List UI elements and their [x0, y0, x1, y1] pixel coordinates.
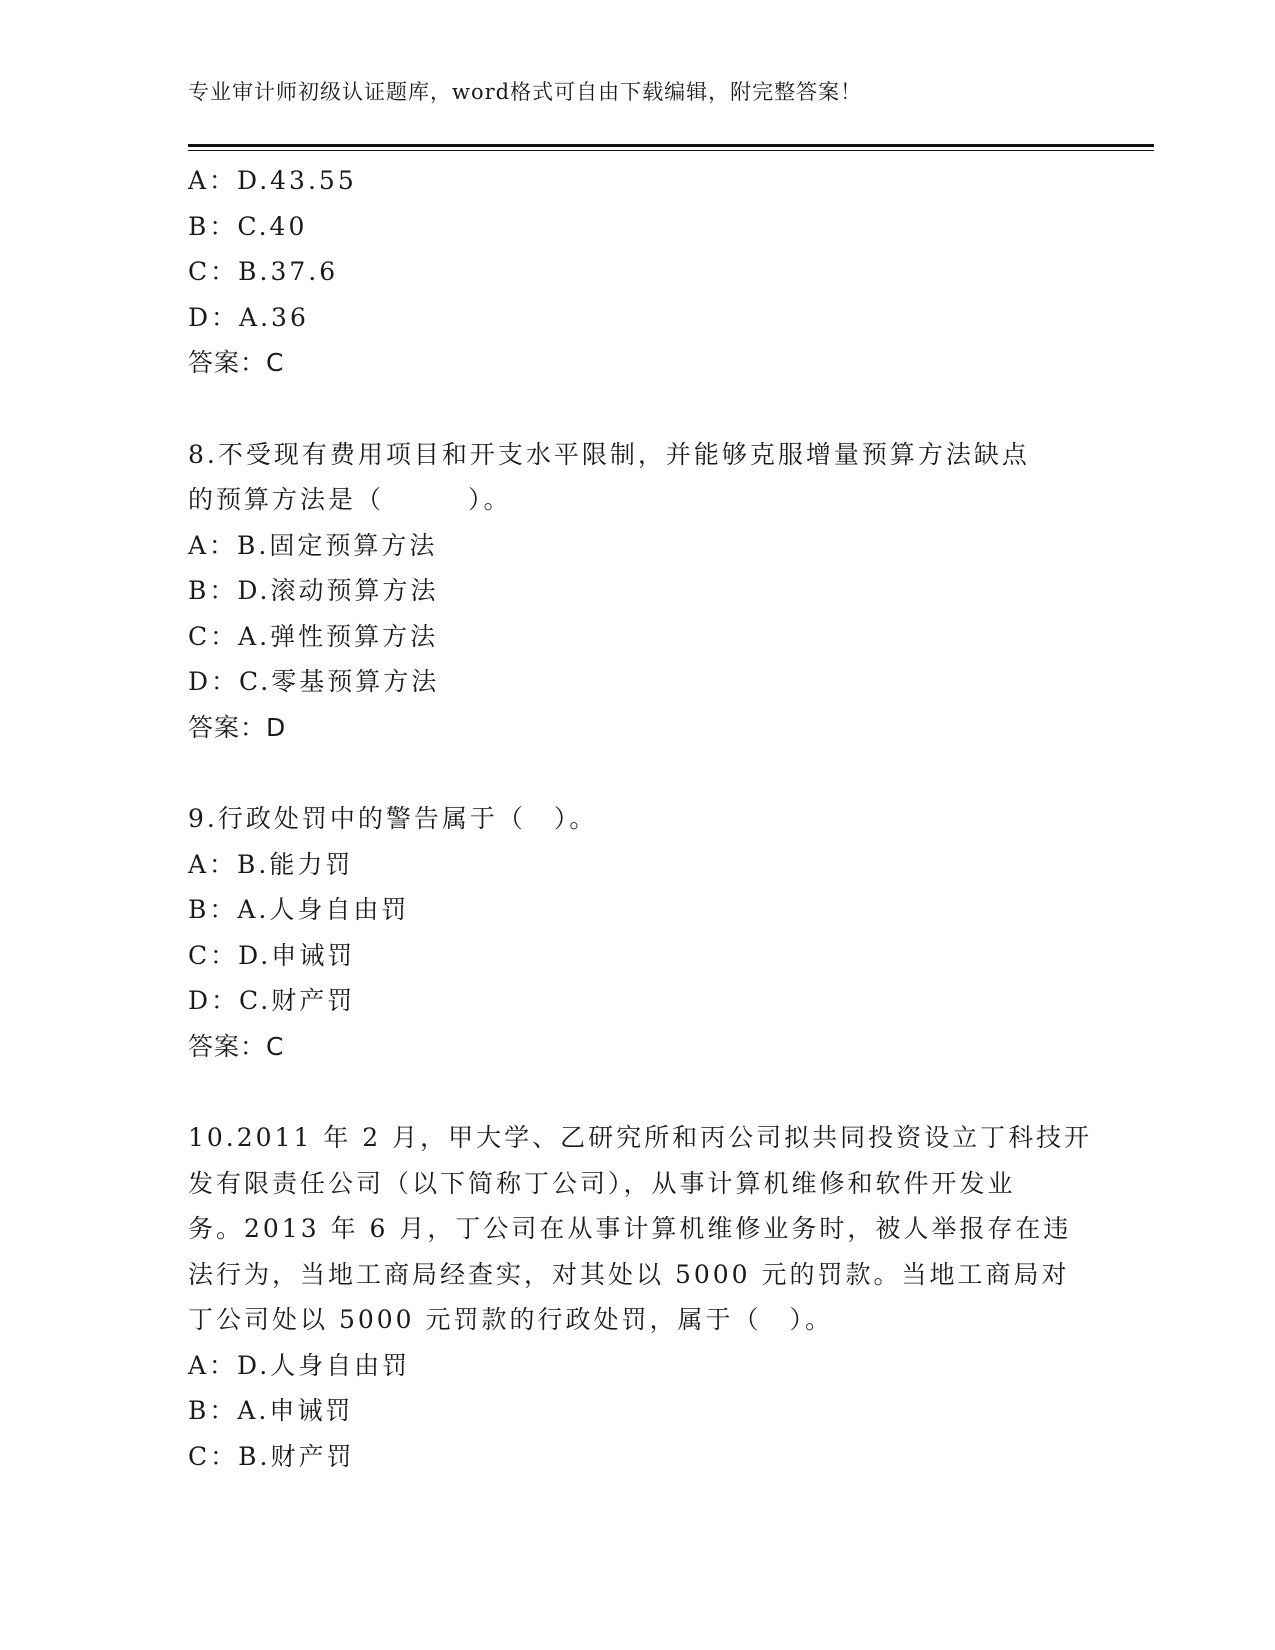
- question-10: [188, 1115, 1093, 1479]
- option-c: C：A.弹性预算方法: [188, 621, 439, 651]
- spacer: [188, 750, 1088, 796]
- option-a: A：B.固定预算方法: [188, 530, 438, 560]
- spacer: [188, 1069, 1088, 1115]
- option-d: D：C.财产罚: [188, 986, 356, 1015]
- option-c: C：D.申诫罚: [188, 940, 356, 970]
- option-b: B：D.滚动预算方法: [188, 576, 439, 605]
- question-text-line-2: 发有限责任公司（以下简称丁公司），从事计算机维修和软件开发业: [188, 1168, 1016, 1198]
- question-8: [188, 432, 1088, 751]
- option-c: C：B.财产罚: [188, 1441, 355, 1471]
- answer-line: 答案：D: [188, 712, 287, 742]
- page-header: 专业审计师初级认证题库，word格式可自由下载编辑，附完整答案！: [188, 80, 863, 104]
- question-text-line-4: 法行为，当地工商局经查实，对其处以 5000 元的罚款。当地工商局对: [188, 1259, 1070, 1289]
- question-text-line-5: 丁公司处以 5000 元罚款的行政处罚，属于（ ）。: [188, 1305, 834, 1334]
- option-a: A：D.人身自由罚: [188, 1350, 411, 1380]
- option-c: C：B.37.6: [188, 257, 339, 286]
- question-text-line-1: 10.2011 年 2 月，甲大学、乙研究所和丙公司拟共同投资设立丁科技开: [188, 1123, 1093, 1152]
- spacer: [188, 386, 1088, 432]
- question-text-line-3: 务。2013 年 6 月，丁公司在从事计算机维修业务时，被人举报存在违: [188, 1214, 1072, 1243]
- question-text-line-1: 8.不受现有费用项目和开支水平限制，并能够克服增量预算方法缺点: [188, 439, 1030, 469]
- answer-line: 答案：C: [188, 1031, 285, 1061]
- question-7: [188, 158, 1088, 386]
- option-b: B：A.申诫罚: [188, 1396, 354, 1425]
- option-b: B：C.40: [188, 211, 308, 241]
- option-b: B：A.人身自由罚: [188, 895, 410, 924]
- header-divider: [188, 144, 1154, 147]
- option-a: A：B.能力罚: [188, 849, 354, 879]
- option-d: D：C.零基预算方法: [188, 667, 440, 696]
- question-text: 9.行政处罚中的警告属于（ ）。: [188, 804, 598, 833]
- option-a: A：D.43.55: [188, 166, 357, 195]
- question-9: [188, 796, 1088, 1069]
- answer-line: 答案：C: [188, 348, 285, 377]
- question-list: [188, 158, 1093, 1479]
- option-d: D：A.36: [188, 302, 309, 332]
- question-text-line-2: 的预算方法是（ ）。: [188, 485, 512, 514]
